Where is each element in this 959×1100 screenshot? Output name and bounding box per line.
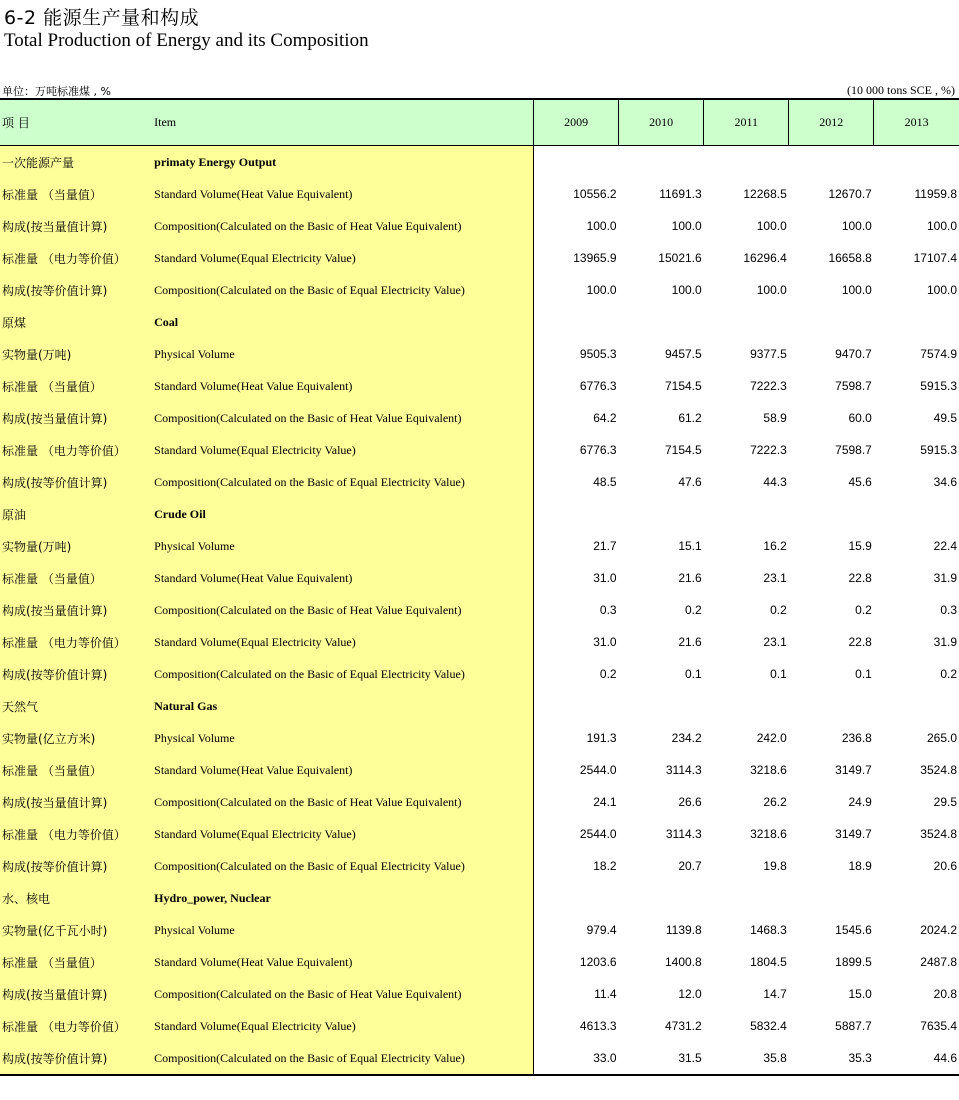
- value-cell: 9457.5: [664, 347, 702, 361]
- table-row: [0, 946, 959, 978]
- value-cell: 0.1: [855, 667, 872, 681]
- value-cell: 31.0: [593, 571, 617, 585]
- value-cell: [704, 882, 789, 914]
- value-cell: 6776.3: [579, 379, 617, 393]
- value-cell: 3149.7: [835, 763, 872, 777]
- value-cell: 20.8: [933, 987, 957, 1001]
- value-cell: 12268.5: [743, 187, 787, 201]
- value-cell: 3114.3: [665, 763, 702, 777]
- category-row: [0, 498, 959, 530]
- energy-production-table: [0, 98, 959, 1076]
- value-cell: 1899.5: [835, 955, 872, 969]
- table-row: [0, 914, 959, 946]
- unit-label-cn: 单位：万吨标准煤 , %: [2, 85, 111, 98]
- item-label-cn: 标准量 （当量值）: [0, 946, 148, 978]
- item-label-en: Composition(Calculated on the Basic of Heat Value Equivalent): [148, 786, 533, 818]
- value-cell: 1804.5: [750, 955, 787, 969]
- value-cell: 9470.7: [835, 347, 872, 361]
- value-cell: 3218.6: [750, 763, 787, 777]
- table-row: [0, 850, 959, 882]
- item-label-en: Composition(Calculated on the Basic of Heat Value Equivalent): [148, 402, 533, 434]
- value-cell: 979.4: [586, 923, 617, 937]
- value-cell: 4613.3: [579, 1019, 617, 1033]
- unit-label-en: (10 000 tons SCE , %): [847, 83, 955, 97]
- item-label-en: Physical Volume: [148, 338, 533, 370]
- value-cell: [534, 498, 619, 530]
- value-cell: 191.3: [586, 731, 617, 745]
- table-row: [0, 978, 959, 1010]
- item-label-en: Standard Volume(Equal Electricity Value): [148, 242, 533, 274]
- page-title-cn: 6-2 能源生产量和构成: [4, 7, 200, 29]
- value-cell: 45.6: [848, 475, 872, 489]
- value-cell: 236.8: [841, 731, 872, 745]
- item-label-en: Standard Volume(Equal Electricity Value): [148, 626, 533, 658]
- header-item-en: Item: [148, 99, 533, 146]
- header-year: 2011: [704, 99, 789, 146]
- value-cell: [619, 498, 704, 530]
- value-cell: [619, 690, 704, 722]
- item-label-en: Standard Volume(Equal Electricity Value): [148, 1010, 533, 1042]
- item-label-cn: 构成(按等价值计算): [0, 1042, 148, 1075]
- category-row: [0, 146, 959, 179]
- value-cell: 18.2: [593, 859, 617, 873]
- item-label-en: Standard Volume(Heat Value Equivalent): [148, 946, 533, 978]
- value-cell: 6776.3: [579, 443, 617, 457]
- value-cell: 20.6: [933, 859, 957, 873]
- item-label-en: Standard Volume(Heat Value Equivalent): [148, 370, 533, 402]
- value-cell: 1139.8: [665, 923, 702, 937]
- table-row: [0, 178, 959, 210]
- item-label-cn: 标准量 （电力等价值）: [0, 242, 148, 274]
- value-cell: 3524.8: [920, 763, 957, 777]
- value-cell: 5915.3: [920, 443, 957, 457]
- value-cell: [874, 690, 959, 722]
- value-cell: 21.6: [678, 635, 702, 649]
- value-cell: 0.2: [770, 603, 787, 617]
- value-cell: 3524.8: [920, 827, 957, 841]
- value-cell: [704, 146, 789, 179]
- value-cell: 7154.5: [664, 443, 702, 457]
- value-cell: 33.0: [534, 1042, 619, 1075]
- table-row: [0, 402, 959, 434]
- header-year: 2009: [534, 99, 619, 146]
- item-label-en: Crude Oil: [148, 498, 533, 530]
- value-cell: [704, 690, 789, 722]
- item-label-en: Composition(Calculated on the Basic of Heat Value Equivalent): [148, 978, 533, 1010]
- table-row: [0, 434, 959, 466]
- value-cell: 0.3: [940, 603, 957, 617]
- value-cell: 11.4: [594, 987, 617, 1001]
- value-cell: 0.1: [770, 667, 787, 681]
- value-cell: 22.8: [848, 571, 872, 585]
- value-cell: 11691.3: [659, 187, 702, 201]
- item-label-en: Composition(Calculated on the Basic of Heat Value Equivalent): [148, 210, 533, 242]
- value-cell: 22.8: [848, 635, 872, 649]
- value-cell: 100.0: [756, 219, 787, 233]
- value-cell: 1468.3: [750, 923, 787, 937]
- value-cell: 9377.5: [750, 347, 787, 361]
- value-cell: 100.0: [926, 283, 957, 297]
- value-cell: 24.1: [593, 795, 617, 809]
- value-cell: [534, 882, 619, 914]
- item-label-en: Composition(Calculated on the Basic of Heat Value Equivalent): [148, 594, 533, 626]
- value-cell: [874, 306, 959, 338]
- value-cell: 7598.7: [835, 443, 872, 457]
- table-row: [0, 530, 959, 562]
- item-label-cn: 标准量 （电力等价值）: [0, 818, 148, 850]
- value-cell: [789, 690, 874, 722]
- table-row: [0, 242, 959, 274]
- item-label-en: Physical Volume: [148, 530, 533, 562]
- table-header-row: [0, 99, 959, 146]
- value-cell: 34.6: [933, 475, 957, 489]
- item-label-cn: 实物量(万吨): [0, 338, 148, 370]
- value-cell: 35.3: [789, 1042, 874, 1075]
- value-cell: 100.0: [586, 219, 617, 233]
- value-cell: 21.7: [593, 539, 617, 553]
- category-row: [0, 882, 959, 914]
- value-cell: 17107.4: [913, 251, 957, 265]
- value-cell: 29.5: [933, 795, 957, 809]
- page-title-en: Total Production of Energy and its Composition: [4, 30, 369, 51]
- value-cell: 48.5: [593, 475, 617, 489]
- table-row: [0, 210, 959, 242]
- value-cell: [789, 306, 874, 338]
- value-cell: 44.3: [763, 475, 787, 489]
- item-label-cn: 标准量 （当量值）: [0, 178, 148, 210]
- value-cell: 0.2: [940, 667, 957, 681]
- item-label-cn: 构成(按等价值计算): [0, 850, 148, 882]
- value-cell: 31.0: [593, 635, 617, 649]
- value-cell: 4731.2: [664, 1019, 702, 1033]
- value-cell: 100.0: [926, 219, 957, 233]
- value-cell: 23.1: [763, 571, 787, 585]
- value-cell: 1400.8: [664, 955, 702, 969]
- value-cell: [874, 882, 959, 914]
- value-cell: [534, 690, 619, 722]
- item-label-cn: 标准量 （当量值）: [0, 562, 148, 594]
- item-label-en: Composition(Calculated on the Basic of Equal Electricity Value): [148, 658, 533, 690]
- table-row: [0, 562, 959, 594]
- value-cell: [789, 498, 874, 530]
- value-cell: 22.4: [933, 539, 957, 553]
- value-cell: 19.8: [763, 859, 787, 873]
- header-year: 2010: [619, 99, 704, 146]
- value-cell: 0.3: [599, 603, 617, 617]
- item-label-cn: 标准量 （电力等价值）: [0, 626, 148, 658]
- value-cell: 23.1: [763, 635, 787, 649]
- value-cell: 9505.3: [579, 347, 617, 361]
- value-cell: [789, 882, 874, 914]
- item-label-cn: 构成(按等价值计算): [0, 466, 148, 498]
- value-cell: 61.2: [678, 411, 702, 425]
- item-label-cn: 天然气: [0, 690, 148, 722]
- item-label-en: Hydro_power, Nuclear: [148, 882, 533, 914]
- item-label-cn: 水、核电: [0, 882, 148, 914]
- item-label-en: Composition(Calculated on the Basic of Equal Electricity Value): [148, 274, 533, 306]
- table-row: [0, 466, 959, 498]
- item-label-en: Standard Volume(Equal Electricity Value): [148, 818, 533, 850]
- value-cell: 100.0: [841, 283, 872, 297]
- item-label-en: Composition(Calculated on the Basic of Equal Electricity Value): [148, 1042, 533, 1075]
- value-cell: 234.2: [671, 731, 702, 745]
- value-cell: 58.9: [763, 411, 787, 425]
- value-cell: 31.9: [933, 635, 957, 649]
- item-label-cn: 构成(按当量值计算): [0, 594, 148, 626]
- item-label-en: Physical Volume: [148, 722, 533, 754]
- table-row: [0, 754, 959, 786]
- value-cell: [874, 146, 959, 179]
- table-row: [0, 722, 959, 754]
- table-row: [0, 1042, 959, 1075]
- value-cell: 0.1: [685, 667, 702, 681]
- value-cell: 2544.0: [579, 763, 617, 777]
- value-cell: 1545.6: [835, 923, 872, 937]
- value-cell: 7222.3: [750, 379, 787, 393]
- item-label-en: Composition(Calculated on the Basic of Equal Electricity Value): [148, 466, 533, 498]
- value-cell: 15.1: [678, 539, 702, 553]
- table-row: [0, 274, 959, 306]
- item-label-en: Standard Volume(Heat Value Equivalent): [148, 754, 533, 786]
- value-cell: 2024.2: [920, 923, 957, 937]
- value-cell: 7635.4: [920, 1019, 957, 1033]
- value-cell: 5887.7: [835, 1019, 872, 1033]
- value-cell: 44.6: [874, 1042, 959, 1075]
- item-label-en: Standard Volume(Heat Value Equivalent): [148, 562, 533, 594]
- value-cell: [704, 498, 789, 530]
- item-label-en: Standard Volume(Heat Value Equivalent): [148, 178, 533, 210]
- item-label-cn: 标准量 （电力等价值）: [0, 434, 148, 466]
- value-cell: 3114.3: [665, 827, 702, 841]
- value-cell: 100.0: [756, 283, 787, 297]
- table-row: [0, 338, 959, 370]
- item-label-cn: 构成(按当量值计算): [0, 402, 148, 434]
- table-row: [0, 818, 959, 850]
- value-cell: 0.2: [685, 603, 702, 617]
- value-cell: [534, 146, 619, 179]
- item-label-cn: 构成(按当量值计算): [0, 210, 148, 242]
- value-cell: 7598.7: [835, 379, 872, 393]
- item-label-cn: 原油: [0, 498, 148, 530]
- item-label-en: Physical Volume: [148, 914, 533, 946]
- value-cell: 265.0: [926, 731, 957, 745]
- value-cell: [789, 146, 874, 179]
- header-year: 2013: [874, 99, 959, 146]
- item-label-en: primaty Energy Output: [148, 146, 533, 179]
- value-cell: 5915.3: [920, 379, 957, 393]
- item-label-cn: 一次能源产量: [0, 146, 148, 179]
- item-label-cn: 构成(按等价值计算): [0, 658, 148, 690]
- item-label-cn: 构成(按等价值计算): [0, 274, 148, 306]
- value-cell: [619, 146, 704, 179]
- value-cell: 49.5: [933, 411, 957, 425]
- value-cell: 0.2: [599, 667, 617, 681]
- table-body: [0, 146, 959, 1076]
- value-cell: 26.2: [763, 795, 787, 809]
- value-cell: 10556.2: [573, 187, 617, 201]
- value-cell: 12670.7: [828, 187, 872, 201]
- value-cell: 12.0: [678, 987, 702, 1001]
- value-cell: 31.9: [933, 571, 957, 585]
- value-cell: 14.7: [763, 987, 787, 1001]
- item-label-en: Composition(Calculated on the Basic of Equal Electricity Value): [148, 850, 533, 882]
- item-label-cn: 实物量(亿千瓦小时): [0, 914, 148, 946]
- value-cell: 26.6: [678, 795, 702, 809]
- item-label-cn: 原煤: [0, 306, 148, 338]
- value-cell: 16658.8: [828, 251, 872, 265]
- value-cell: 13965.9: [573, 251, 617, 265]
- value-cell: 2544.0: [579, 827, 617, 841]
- value-cell: 2487.8: [920, 955, 957, 969]
- item-label-cn: 标准量 （当量值）: [0, 754, 148, 786]
- value-cell: 3218.6: [750, 827, 787, 841]
- value-cell: [874, 498, 959, 530]
- value-cell: 3149.7: [835, 827, 872, 841]
- value-cell: 24.9: [848, 795, 872, 809]
- value-cell: 64.2: [593, 411, 617, 425]
- table-row: [0, 370, 959, 402]
- header-item-cn: 项 目: [0, 99, 148, 146]
- item-label-en: Natural Gas: [148, 690, 533, 722]
- table-row: [0, 786, 959, 818]
- value-cell: [619, 306, 704, 338]
- value-cell: 7574.9: [920, 347, 957, 361]
- table-row: [0, 658, 959, 690]
- value-cell: 7154.5: [664, 379, 702, 393]
- item-label-cn: 构成(按当量值计算): [0, 978, 148, 1010]
- value-cell: 15.0: [848, 987, 872, 1001]
- value-cell: 15021.6: [658, 251, 702, 265]
- item-label-en: Coal: [148, 306, 533, 338]
- table-row: [0, 1010, 959, 1042]
- value-cell: 0.2: [855, 603, 872, 617]
- value-cell: 18.9: [848, 859, 872, 873]
- value-cell: 11959.8: [914, 187, 957, 201]
- value-cell: 1203.6: [579, 955, 617, 969]
- table-row: [0, 626, 959, 658]
- value-cell: 7222.3: [750, 443, 787, 457]
- category-row: [0, 306, 959, 338]
- value-cell: 16296.4: [743, 251, 787, 265]
- value-cell: 31.5: [619, 1042, 704, 1075]
- value-cell: 100.0: [841, 219, 872, 233]
- table-row: [0, 594, 959, 626]
- value-cell: 20.7: [678, 859, 702, 873]
- value-cell: [704, 306, 789, 338]
- item-label-en: Standard Volume(Equal Electricity Value): [148, 434, 533, 466]
- item-label-cn: 标准量 （当量值）: [0, 370, 148, 402]
- value-cell: 47.6: [678, 475, 702, 489]
- value-cell: 100.0: [586, 283, 617, 297]
- value-cell: 100.0: [671, 219, 702, 233]
- value-cell: [534, 306, 619, 338]
- value-cell: 5832.4: [750, 1019, 787, 1033]
- value-cell: 21.6: [678, 571, 702, 585]
- value-cell: 242.0: [756, 731, 787, 745]
- value-cell: 35.8: [704, 1042, 789, 1075]
- category-row: [0, 690, 959, 722]
- value-cell: 15.9: [848, 539, 872, 553]
- item-label-cn: 实物量(万吨): [0, 530, 148, 562]
- value-cell: 16.2: [763, 539, 787, 553]
- item-label-cn: 实物量(亿立方米): [0, 722, 148, 754]
- item-label-cn: 构成(按当量值计算): [0, 786, 148, 818]
- value-cell: 100.0: [671, 283, 702, 297]
- value-cell: 60.0: [848, 411, 872, 425]
- item-label-cn: 标准量 （电力等价值）: [0, 1010, 148, 1042]
- header-year: 2012: [789, 99, 874, 146]
- value-cell: [619, 882, 704, 914]
